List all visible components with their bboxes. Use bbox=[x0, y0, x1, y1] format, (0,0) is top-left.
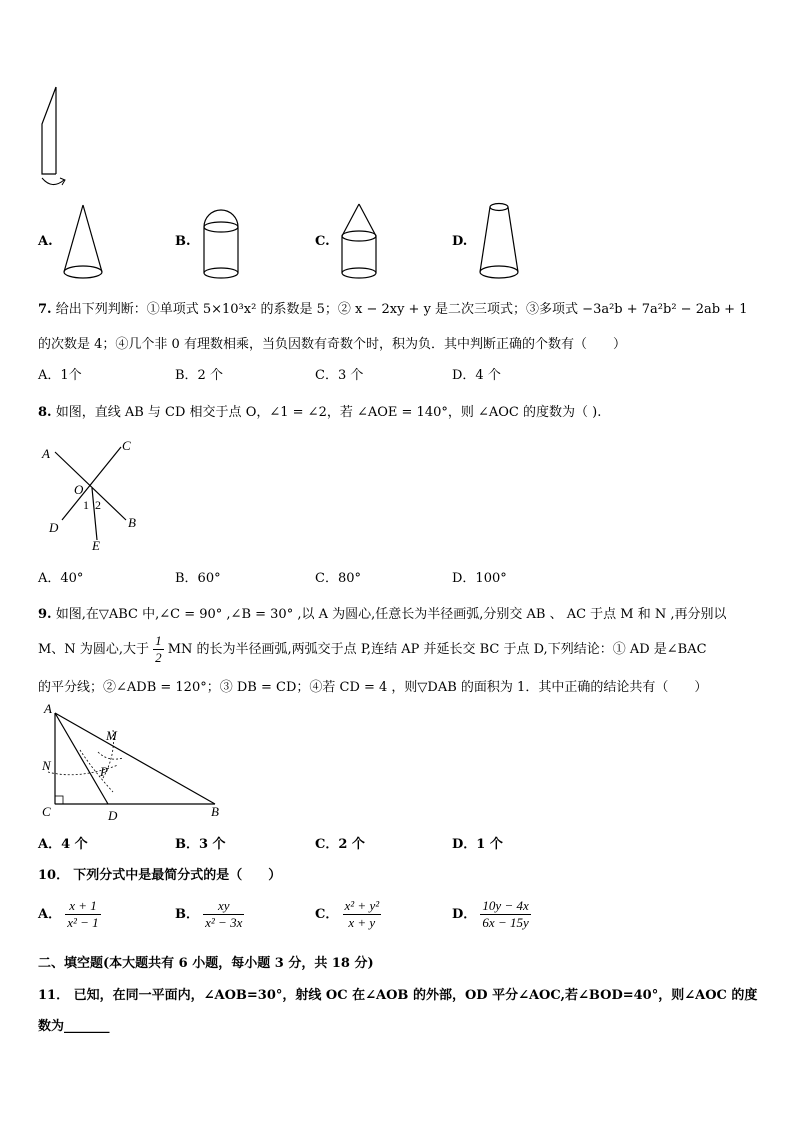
q10-option-c-denominator: x + y bbox=[348, 915, 376, 930]
q9-line2 bbox=[38, 633, 707, 666]
rotation-shape-figure bbox=[30, 82, 80, 192]
q8-option-d: D．100° bbox=[452, 571, 507, 586]
q9-label-p: P bbox=[100, 764, 108, 779]
q8-label-b: B bbox=[128, 515, 136, 530]
q10-option-b-numerator: xy bbox=[203, 898, 244, 915]
q8-text: 如图，直线 AB 与 CD 相交于点 O，∠1 = ∠2，若 ∠AOE = 140°，则 ∠AOC 的度数为（ ). bbox=[55, 405, 602, 420]
q10-option-d-letter: D． bbox=[452, 907, 477, 922]
q11-text-line1: 已知，在同一平面内，∠AOB=30°，射线 OC 在∠AOB 的外部，OD 平分∠AOC,若∠BOD=40°，则∠AOC 的度 bbox=[73, 988, 758, 1003]
q6-option-a-letter: A. bbox=[38, 234, 53, 249]
q9-option-d: D．1 个 bbox=[452, 837, 503, 852]
q8-question bbox=[38, 401, 601, 420]
q9-label-b: B bbox=[211, 804, 219, 819]
cone-figure bbox=[58, 200, 108, 285]
q9-label-c: C bbox=[42, 804, 51, 819]
section-2-title: 二、填空题(本大题共有 6 小题，每小题 3 分，共 18 分) bbox=[38, 956, 374, 971]
q8-label-d: D bbox=[49, 520, 59, 535]
cylinder-with-cone-figure bbox=[334, 200, 384, 285]
q10-option-a-denominator: x² − 1 bbox=[67, 915, 99, 930]
cylinder-with-hemisphere-figure bbox=[196, 205, 246, 285]
q6-option-d-letter: D. bbox=[452, 234, 468, 249]
q8-option-c: C．80° bbox=[315, 571, 361, 586]
q7-number: 7. bbox=[38, 302, 52, 317]
q7-option-a: A．1个 bbox=[38, 368, 82, 383]
q11-text-line2: 数为_______ bbox=[38, 1019, 110, 1034]
q9-label-m: M bbox=[106, 728, 117, 743]
q10-option-b-denominator: x² − 3x bbox=[205, 915, 243, 930]
q7-option-c: C．3 个 bbox=[315, 368, 364, 383]
q10-option-b bbox=[175, 898, 244, 931]
q10-option-c-fraction bbox=[343, 898, 382, 931]
q10-text: 下列分式中是最简分式的是（ ） bbox=[73, 868, 282, 883]
q9-option-c: C．2 个 bbox=[315, 837, 365, 852]
q9-fraction-half bbox=[153, 633, 164, 666]
q8-option-a: A．40° bbox=[38, 571, 84, 586]
q9-fraction-numerator: 1 bbox=[155, 633, 162, 648]
q10-question bbox=[38, 864, 281, 883]
q8-label-a: A bbox=[42, 446, 50, 461]
q10-option-d-denominator: 6x − 15y bbox=[482, 915, 529, 930]
q10-option-a bbox=[38, 898, 101, 931]
q10-option-b-fraction bbox=[203, 898, 244, 931]
q9-text-line2a: M、N 为圆心,大于 bbox=[38, 642, 149, 657]
q8-label-o: O bbox=[74, 482, 84, 497]
q8-label-e: E bbox=[92, 538, 100, 553]
q9-fraction-denominator: 2 bbox=[155, 650, 162, 665]
q9-option-b: B．3 个 bbox=[175, 837, 226, 852]
frustum-figure bbox=[474, 198, 524, 286]
q7-text-line2: 的次数是 4；④几个非 0 有理数相乘，当负因数有奇数个时，积为负．其中判断正确的个数有（ ） bbox=[38, 337, 626, 352]
q10-number: 10． bbox=[38, 868, 70, 883]
q10-option-c-letter: C． bbox=[315, 907, 339, 922]
q9-option-a: A．4 个 bbox=[38, 837, 88, 852]
q7-option-b: B．2 个 bbox=[175, 368, 223, 383]
q9-text-line3: 的平分线；②∠ADB = 120°；③ DB = CD；④若 CD = 4 ，则▽DAB 的面积为 1．其中正确的结论共有（ ） bbox=[38, 680, 708, 695]
q10-option-c-numerator: x² + y² bbox=[344, 898, 380, 913]
q6-option-b-letter: B. bbox=[175, 234, 191, 249]
q10-option-a-letter: A． bbox=[38, 907, 62, 922]
q11-line1 bbox=[38, 984, 757, 1003]
q11-number: 11． bbox=[38, 988, 70, 1003]
q8-label-c: C bbox=[122, 438, 131, 453]
q7-text-line1: 给出下列判断：①单项式 5×10³x² 的系数是 5；② x − 2xy + y 是二次三项式；③多项式 −3a²b + 7a²b² − 2ab + 1 bbox=[55, 302, 748, 317]
q8-number: 8. bbox=[38, 405, 52, 420]
q10-option-b-letter: B． bbox=[175, 907, 199, 922]
q9-line1 bbox=[38, 603, 727, 622]
q10-option-c bbox=[315, 898, 381, 931]
q9-label-n: N bbox=[42, 758, 51, 773]
q8-option-b: B．60° bbox=[175, 571, 221, 586]
q10-option-d bbox=[452, 898, 531, 931]
q9-text-line2b: MN 的长为半径画弧,两弧交于点 P,连结 AP 并延长交 BC 于点 D,下列结论：① AD 是∠BAC bbox=[167, 642, 707, 657]
q9-number: 9. bbox=[38, 607, 52, 622]
q9-label-d: D bbox=[108, 808, 118, 823]
q9-label-a: A bbox=[44, 701, 52, 716]
q9-triangle-figure bbox=[38, 700, 238, 825]
q7-line1 bbox=[38, 298, 747, 317]
q8-label-2: 2 bbox=[95, 498, 101, 512]
q10-option-a-numerator: x + 1 bbox=[65, 898, 100, 915]
q7-option-d: D．4 个 bbox=[452, 368, 501, 383]
q8-intersecting-lines-figure bbox=[38, 432, 148, 554]
q6-option-c-letter: C. bbox=[315, 234, 330, 249]
q10-option-a-fraction bbox=[65, 898, 100, 931]
q9-text-line1: 如图,在▽ABC 中,∠C = 90° ,∠B = 30° ,以 A 为圆心,任意长为半径画弧,分别交 AB 、 AC 于点 M 和 N ,再分别以 bbox=[55, 607, 727, 622]
q10-option-d-fraction bbox=[480, 898, 530, 931]
q8-label-1: 1 bbox=[83, 498, 89, 512]
q10-option-d-numerator: 10y − 4x bbox=[482, 898, 529, 913]
